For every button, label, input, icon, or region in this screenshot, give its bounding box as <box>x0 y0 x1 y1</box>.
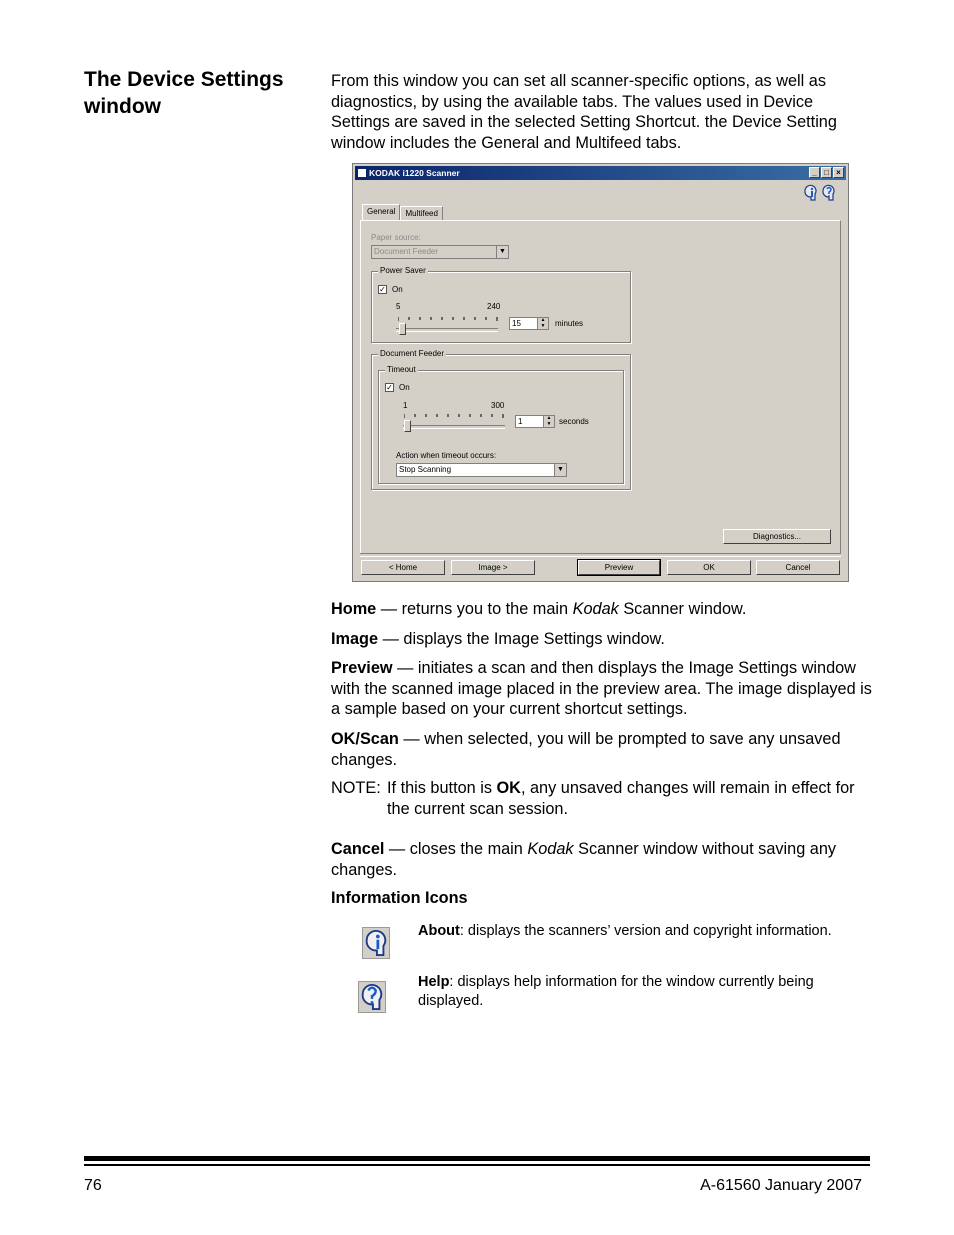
maximize-button[interactable]: □ <box>821 167 832 178</box>
chevron-down-icon: ▼ <box>554 464 566 476</box>
about-icon <box>362 927 390 959</box>
power-saver-group <box>371 266 631 343</box>
power-saver-checkbox[interactable]: ✓ <box>379 285 386 294</box>
timeout-slider[interactable] <box>404 420 411 432</box>
home-description: Home — returns you to the main Kodak Scanner window. <box>331 600 747 618</box>
footer-rule-thin <box>84 1164 870 1166</box>
power-saver-min: 5 <box>396 302 401 311</box>
image-description: Image — displays the Image Settings window. <box>331 630 665 648</box>
power-saver-max: 240 <box>487 302 501 311</box>
spin-arrows-icon[interactable]: ▲ ▼ <box>537 318 548 329</box>
footer-rule-thick <box>84 1156 870 1161</box>
close-button[interactable]: × <box>833 167 844 178</box>
paper-source-label: Paper source: <box>371 233 421 242</box>
power-saver-slider[interactable] <box>399 323 406 335</box>
document-feeder-group <box>371 349 631 490</box>
note-text: If this button is OK, any unsaved changes will remain in effect for the current scan session. <box>387 779 855 818</box>
intro-paragraph: From this window you can set all scanner-specific options, as well as diagnostics, by using the available tabs. The values used in Device Settings are saved in the selected Setting Shortcut. the Device Setting window includes the General and Multifeed tabs. <box>331 72 837 152</box>
chevron-down-icon: ▼ <box>496 246 508 258</box>
timeout-group <box>378 365 624 484</box>
about-icon[interactable] <box>803 184 818 201</box>
help-description: Help: displays help information for the window currently being displayed. <box>418 974 814 1009</box>
home-button[interactable]: < Home <box>361 560 445 575</box>
dialog-title: KODAK i1220 Scanner <box>369 168 460 178</box>
timeout-checkbox[interactable]: ✓ <box>386 383 393 392</box>
timeout-ticks <box>404 414 504 418</box>
timeout-action-select[interactable]: Stop Scanning ▼ <box>396 463 567 477</box>
about-description: About: displays the scanners’ version and copyright information. <box>418 923 832 939</box>
power-saver-legend: Power Saver <box>380 266 426 275</box>
tab-multifeed[interactable]: Multifeed <box>400 206 442 220</box>
document-feeder-legend: Document Feeder <box>380 349 445 358</box>
help-icon <box>358 981 386 1013</box>
dialog-titlebar <box>355 166 846 180</box>
timeout-legend: Timeout <box>387 365 416 374</box>
cancel-description: Cancel — closes the main Kodak Scanner window without saving any changes. <box>331 840 837 879</box>
timeout-on-label: On <box>399 383 410 392</box>
minimize-button[interactable]: _ <box>809 167 820 178</box>
preview-button[interactable]: Preview <box>578 560 660 575</box>
button-separator <box>360 553 841 557</box>
timeout-action-label: Action when timeout occurs: <box>396 451 497 460</box>
preview-description: Preview — initiates a scan and then displays the Image Settings window with the scanned image placed in the preview area. The image displayed is a sample based on your current shortcut settings. <box>331 659 872 718</box>
timeout-spin[interactable]: 1 ▲ ▼ <box>515 415 555 428</box>
timeout-min: 1 <box>403 401 408 410</box>
section-heading: The Device Settings window <box>84 68 284 118</box>
note <box>331 778 876 820</box>
general-tab-panel <box>360 220 841 554</box>
tab-general[interactable]: General <box>362 204 400 220</box>
tab-strip <box>362 206 443 220</box>
diagnostics-button[interactable]: Diagnostics... <box>723 529 831 544</box>
ok-button[interactable]: OK <box>667 560 751 575</box>
image-button[interactable]: Image > <box>451 560 535 575</box>
power-saver-ticks <box>398 317 498 321</box>
timeout-track <box>403 425 505 429</box>
app-icon <box>358 169 366 177</box>
document-id: A-61560 January 2007 <box>700 1177 862 1194</box>
timeout-max: 300 <box>491 401 505 410</box>
note-label: NOTE: <box>331 779 381 797</box>
help-icon[interactable] <box>821 184 836 201</box>
power-saver-track <box>396 328 498 332</box>
information-icons-heading: Information Icons <box>331 889 468 907</box>
device-settings-dialog <box>352 163 849 582</box>
spin-arrows-icon[interactable]: ▲ ▼ <box>543 416 554 427</box>
cancel-button[interactable]: Cancel <box>756 560 840 575</box>
power-saver-units: minutes <box>555 319 584 328</box>
page-number: 76 <box>84 1177 102 1194</box>
power-saver-spin[interactable]: 15 ▲ ▼ <box>509 317 549 330</box>
power-saver-on-label: On <box>392 285 403 294</box>
okscan-description: OK/Scan — when selected, you will be prompted to save any unsaved changes. <box>331 730 841 769</box>
timeout-units: seconds <box>559 417 589 426</box>
paper-source-select[interactable]: Document Feeder ▼ <box>371 245 509 259</box>
